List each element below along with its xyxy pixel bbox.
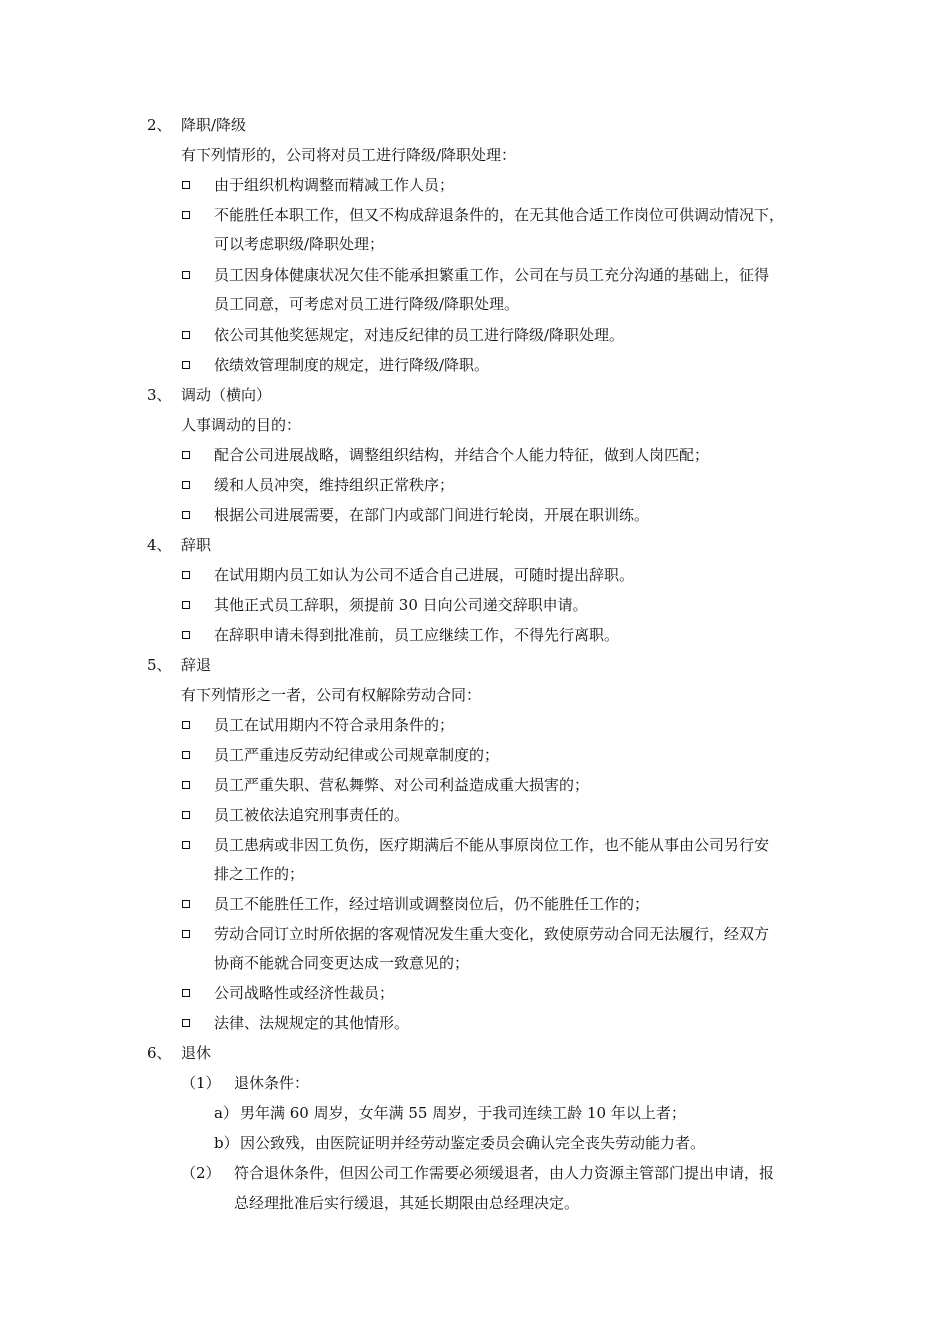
- list-item: 员工因身体健康状况欠佳不能承担繁重工作，公司在与员工充分沟通的基础上，征得: [214, 266, 770, 284]
- checkbox-bullet-icon: [182, 571, 190, 579]
- list-item: 员工患病或非因工负伤，医疗期满后不能从事原岗位工作，也不能从事由公司另行安: [214, 836, 770, 854]
- checkbox-bullet-icon: [182, 511, 190, 519]
- list-item-continued: 可以考虑职级/降职处理；: [214, 235, 385, 253]
- section-title: 退休: [181, 1044, 212, 1062]
- list-item: 依绩效管理制度的规定，进行降级/降职。: [214, 356, 490, 374]
- list-item-continued: 协商不能就合同变更达成一致意见的；: [214, 954, 470, 972]
- checkbox-bullet-icon: [182, 481, 190, 489]
- list-item: 劳动合同订立时所依据的客观情况发生重大变化，致使原劳动合同无法履行，经双方: [214, 925, 770, 943]
- sub-list-label: b）: [214, 1134, 239, 1152]
- checkbox-bullet-icon: [182, 451, 190, 459]
- checkbox-bullet-icon: [182, 331, 190, 339]
- section-intro: 有下列情形的，公司将对员工进行降级/降职处理：: [181, 146, 517, 164]
- list-item: 员工不能胜任工作，经过培训或调整岗位后，仍不能胜任工作的；: [214, 895, 650, 913]
- sub-list-text: 男年满 60 周岁，女年满 55 周岁，于我司连续工龄 10 年以上者；: [240, 1104, 686, 1122]
- sub-item-text: 退休条件：: [234, 1074, 310, 1092]
- checkbox-bullet-icon: [182, 601, 190, 609]
- list-item-continued: 员工同意，可考虑对员工进行降级/降职处理。: [214, 295, 520, 313]
- sub-list-label: a）: [214, 1104, 238, 1122]
- list-item: 公司战略性或经济性裁员；: [214, 984, 395, 1002]
- sub-list-text: 因公致残，由医院证明并经劳动鉴定委员会确认完全丧失劳动能力者。: [240, 1134, 706, 1152]
- list-item: 配合公司进展战略，调整组织结构，并结合个人能力特征，做到人岗匹配；: [214, 446, 710, 464]
- checkbox-bullet-icon: [182, 900, 190, 908]
- checkbox-bullet-icon: [182, 930, 190, 938]
- section-number: 5、: [147, 656, 172, 674]
- section-title: 辞退: [181, 656, 212, 674]
- list-item: 员工在试用期内不符合录用条件的；: [214, 716, 455, 734]
- checkbox-bullet-icon: [182, 989, 190, 997]
- section-number: 2、: [147, 116, 172, 134]
- section-title: 辞职: [181, 536, 212, 554]
- list-item: 员工严重违反劳动纪律或公司规章制度的；: [214, 746, 500, 764]
- checkbox-bullet-icon: [182, 1019, 190, 1027]
- list-item: 依公司其他奖惩规定，对违反纪律的员工进行降级/降职处理。: [214, 326, 625, 344]
- list-item-continued: 排之工作的；: [214, 865, 305, 883]
- list-item: 其他正式员工辞职，须提前 30 日向公司递交辞职申请。: [214, 596, 588, 614]
- list-item: 由于组织机构调整而精减工作人员；: [214, 176, 455, 194]
- sub-item-text: 符合退休条件，但因公司工作需要必须缓退者，由人力资源主管部门提出申请，报: [234, 1164, 775, 1182]
- list-item: 根据公司进展需要，在部门内或部门间进行轮岗，开展在职训练。: [214, 506, 650, 524]
- list-item: 法律、法规规定的其他情形。: [214, 1014, 410, 1032]
- sub-item-label: （1）: [181, 1074, 221, 1092]
- sub-item-text-continued: 总经理批准后实行缓退，其延长期限由总经理决定。: [234, 1194, 580, 1212]
- checkbox-bullet-icon: [182, 271, 190, 279]
- section-intro: 人事调动的目的：: [181, 416, 302, 434]
- checkbox-bullet-icon: [182, 811, 190, 819]
- checkbox-bullet-icon: [182, 631, 190, 639]
- section-number: 3、: [147, 386, 172, 404]
- list-item: 在辞职申请未得到批准前，员工应继续工作，不得先行离职。: [214, 626, 620, 644]
- checkbox-bullet-icon: [182, 721, 190, 729]
- section-number: 4、: [147, 536, 172, 554]
- list-item: 员工被依法追究刑事责任的。: [214, 806, 410, 824]
- section-intro: 有下列情形之一者，公司有权解除劳动合同：: [181, 686, 482, 704]
- sub-item-label: （2）: [181, 1164, 221, 1182]
- checkbox-bullet-icon: [182, 751, 190, 759]
- list-item: 在试用期内员工如认为公司不适合自己进展，可随时提出辞职。: [214, 566, 635, 584]
- section-title: 调动（横向）: [181, 386, 272, 404]
- checkbox-bullet-icon: [182, 781, 190, 789]
- checkbox-bullet-icon: [182, 361, 190, 369]
- section-number: 6、: [147, 1044, 172, 1062]
- list-item: 员工严重失职、营私舞弊、对公司利益造成重大损害的；: [214, 776, 590, 794]
- checkbox-bullet-icon: [182, 211, 190, 219]
- checkbox-bullet-icon: [182, 841, 190, 849]
- list-item: 缓和人员冲突，维持组织正常秩序；: [214, 476, 455, 494]
- checkbox-bullet-icon: [182, 181, 190, 189]
- list-item: 不能胜任本职工作，但又不构成辞退条件的，在无其他合适工作岗位可供调动情况下，: [214, 206, 785, 224]
- section-title: 降职/降级: [181, 116, 247, 134]
